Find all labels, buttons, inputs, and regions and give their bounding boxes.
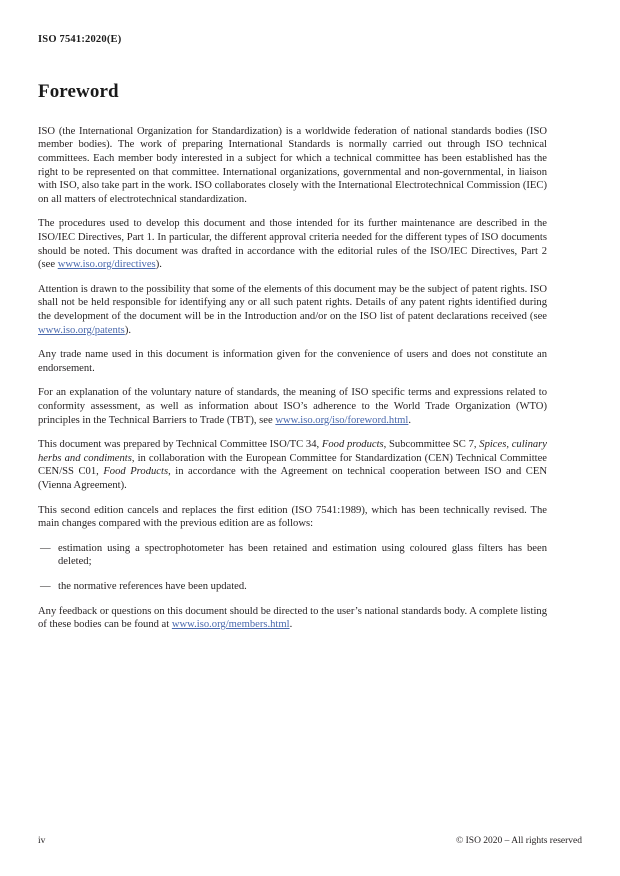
tc-text-2: , Subcommittee SC 7, [383, 439, 480, 451]
paragraph-procedures-text-before: The procedures used to develop this document and those intended for its further maintenance are described in the ISO/IEC Directives, Part 1. In particular, the different approval criteria needed for the different types of ISO documents should be noted. This document was drafted in accordance with the editorial rules of the ISO/IEC Directives, Part 2 (see [38, 218, 547, 271]
paragraph-voluntary-nature [38, 386, 547, 427]
paragraph-patent-rights [38, 283, 547, 337]
page-title: Foreword [38, 81, 119, 102]
tc-italic-food-products-cen: Food Products [103, 466, 169, 478]
paragraph-feedback-text-before: Any feedback or questions on this document should be directed to the user’s national standards body. A complete listing of these bodies can be found at [38, 605, 547, 631]
changes-list [38, 542, 547, 594]
paragraph-procedures [38, 217, 547, 271]
em-dash-bullet-icon: — [40, 580, 51, 592]
link-iso-patents[interactable]: www.iso.org/patents [38, 324, 125, 336]
paragraph-iso-description: ISO (the International Organization for Standardization) is a worldwide federation of national standards bodies (ISO member bodies). The work of preparing International Standards is normally carried out through ISO technical committees. Each member body interested in a subject for which a technical committee has been established has the right to be represented on that committee. International organizations, governmental and non-governmental, in liaison with ISO, also take part in the work. ISO collaborates closely with the International Electrotechnical Commission (IEC) on all matters of electrotechnical standardization. [38, 125, 547, 205]
paragraph-second-edition: This second edition cancels and replaces the first edition (ISO 7541:1989), which has been technically revised. The main changes compared with the previous edition are as follows: [38, 504, 547, 530]
page-number: iv [38, 836, 46, 846]
paragraph-feedback [38, 605, 547, 632]
list-item [38, 542, 547, 569]
tc-italic-spices: Spices, culinary herbs and condiments [38, 439, 547, 464]
link-iso-members[interactable]: www.iso.org/members.html [171, 619, 290, 631]
tc-italic-food-products: Food products [321, 439, 384, 451]
paragraph-voluntary-nature-text-after: . [408, 414, 412, 426]
link-iso-foreword[interactable]: www.iso.org/iso/foreword.html [275, 414, 409, 426]
paragraph-technical-committee [38, 438, 547, 492]
paragraph-trade-name: Any trade name used in this document is information given for the convenience of users and does not constitute an endorsement. [38, 349, 547, 374]
paragraph-voluntary-nature-text-before: For an explanation of the voluntary nature of standards, the meaning of ISO specific terms and expressions related to conformity assessment, as well as information about ISO’s adherence to the World Trade Organization (WTO) principles in the Technical Barriers to Trade (TBT), see [38, 387, 547, 426]
tc-text-3: , in collaboration with the European Committee for Standardization (CEN) Technical Committee CEN/SS C01, [38, 452, 548, 478]
tc-text-1: This document was prepared by Technical Committee ISO/TC 34, [38, 439, 322, 451]
em-dash-bullet-icon: — [40, 542, 51, 554]
page-content [38, 82, 547, 632]
paragraph-patent-rights-text-before: Attention is drawn to the possibility that some of the elements of this document may be the subject of patent rights. ISO shall not be held responsible for identifying any or all such patent rights. Details of any patent rights identified during the development of the document will be in the Introduction and/or on the ISO list of patent declarations received (see [38, 283, 547, 323]
paragraph-procedures-text-after: ). [155, 259, 162, 271]
page-footer [38, 836, 582, 852]
tc-text-4: , in accordance with the Agreement on technical cooperation between ISO and CEN (Vienna Agreement). [38, 466, 547, 491]
list-item-label: the normative references have been updated. [58, 580, 247, 592]
list-item-label: estimation using a spectrophotometer has been retained and estimation using coloured glass filters has been deleted; [58, 542, 547, 568]
link-iso-directives[interactable]: www.iso.org/directives [57, 259, 156, 271]
copyright-notice: © ISO 2020 – All rights reserved [456, 836, 582, 846]
paragraph-patent-rights-text-after: ). [124, 324, 131, 336]
running-head: ISO 7541:2020(E) [38, 34, 122, 45]
paragraph-feedback-text-after: . [289, 619, 293, 631]
list-item [38, 580, 547, 594]
